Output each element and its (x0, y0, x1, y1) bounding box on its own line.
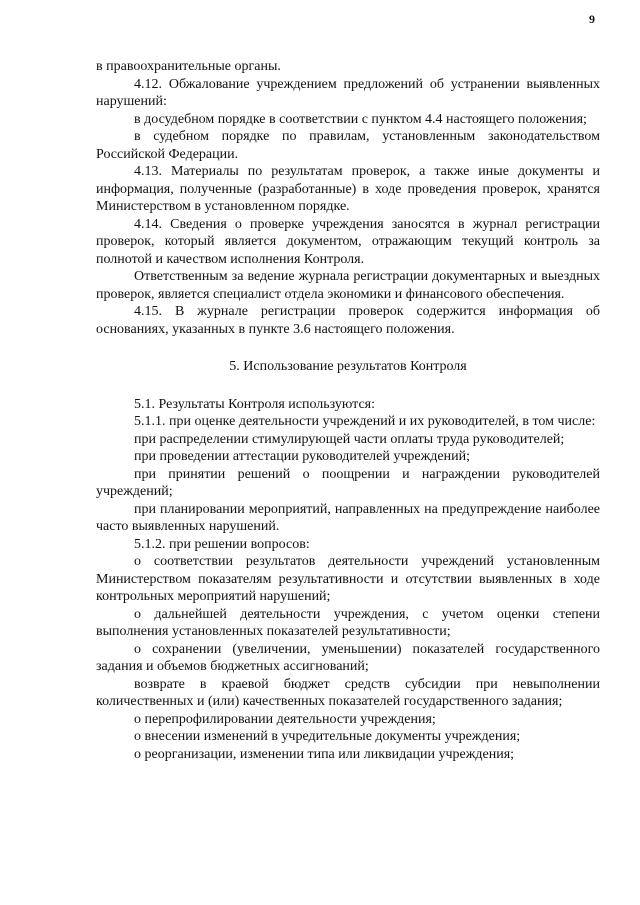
paragraph: 5.1.1. при оценке деятельности учреждений и их руководителей, в том числе: (134, 414, 596, 429)
paragraph: Ответственным за ведение журнала регистрации документарных и выездных проверок, является специалист отдела экономики и финансового обеспечения. (96, 269, 600, 302)
paragraph: при распределении стимулирующей части оплаты труда руководителей; (134, 431, 565, 447)
paragraph: возврате в краевой бюджет средств субсидии при невыполнении количественных и (или) качественных показателей государственного задания; (96, 676, 600, 709)
paragraph: о соответствии результатов деятельности учреждений установленным Министерством показателям результативности и отсутствии выявленных в ходе контрольных мероприятий нарушений; (96, 554, 600, 604)
paragraph: 5.1.2. при решении вопросов: (134, 536, 310, 552)
paragraph: 4.13. Материалы по результатам проверок, а также иные документы и информация, полученные (разработанные) в ходе проведения проверок, хранятся Министерством в установленном порядке. (96, 164, 600, 214)
paragraph: в правоохранительные органы. (96, 59, 281, 74)
paragraph: в досудебном порядке в соответствии с пунктом 4.4 настоящего положения; (134, 111, 587, 127)
paragraph: о реорганизации, изменении типа или ликвидации учреждения; (134, 746, 515, 762)
document-body (96, 58, 600, 763)
paragraph: о сохранении (увеличении, уменьшении) показателей государственного задания и объемов бюджетных ассигнований; (96, 641, 600, 674)
paragraph: в судебном порядке по правилам, установленным законодательством Российской Федерации. (96, 129, 600, 162)
paragraph: при проведении аттестации руководителей учреждений; (134, 449, 470, 464)
paragraph: 4.12. Обжалование учреждением предложений об устранении выявленных нарушений: (96, 76, 600, 109)
page-number: 9 (589, 12, 595, 26)
paragraph: о дальнейшей деятельности учреждения, с учетом оценки степени выполнения установленных показателей результативности; (96, 606, 600, 639)
paragraph: 5.1. Результаты Контроля используются: (134, 396, 376, 412)
paragraph: 4.14. Сведения о проверке учреждения заносятся в журнал регистрации проверок, который является документом, отражающим текущий контроль за полнотой и качеством исполнения Контроля. (96, 216, 600, 267)
paragraph: при принятии решений о поощрении и награждении руководителей учреждений; (96, 466, 600, 499)
paragraph: о перепрофилировании деятельности учреждения; (134, 711, 436, 727)
section-heading: 5. Использование результатов Контроля (229, 359, 467, 374)
paragraph: 4.15. В журнале регистрации проверок содержится информация об основаниях, указанных в пункте 3.6 настоящего положения. (96, 304, 600, 337)
paragraph: при планировании мероприятий, направленных на предупреждение наиболее часто выявленных нарушений. (96, 501, 600, 534)
paragraph: о внесении изменений в учредительные документы учреждения; (134, 729, 521, 744)
